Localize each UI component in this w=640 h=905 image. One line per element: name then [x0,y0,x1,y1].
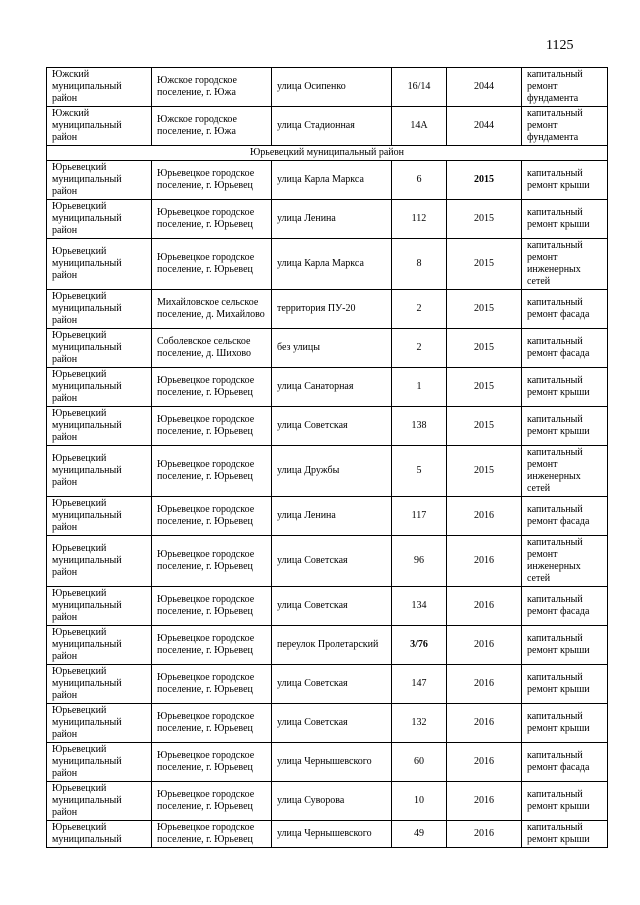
year-cell: 2015 [447,446,522,497]
house-number-cell: 134 [392,587,447,626]
year-cell: 2044 [447,107,522,146]
house-number-cell: 112 [392,200,447,239]
work-type-cell: капитальный ремонт крыши [522,821,608,848]
street-cell: улица Дружбы [272,446,392,497]
street-cell: улица Чернышевского [272,743,392,782]
house-number-cell: 117 [392,497,447,536]
work-type-cell: капитальный ремонт инженерных сетей [522,239,608,290]
street-cell: улица Суворова [272,782,392,821]
table-body [47,68,608,848]
settlement-cell: Южское городское поселение, г. Южа [152,68,272,107]
table-row [47,68,608,107]
district-cell: Юрьевецкий муниципальный район [47,665,152,704]
house-number-cell: 96 [392,536,447,587]
work-type-cell: капитальный ремонт крыши [522,161,608,200]
settlement-cell: Юрьевецкое городское поселение, г. Юрьевец [152,587,272,626]
table-row [47,239,608,290]
work-type-cell: капитальный ремонт фасада [522,743,608,782]
house-number-cell: 8 [392,239,447,290]
district-cell: Юрьевецкий муниципальный район [47,290,152,329]
work-type-cell: капитальный ремонт крыши [522,407,608,446]
settlement-cell: Юрьевецкое городское поселение, г. Юрьевец [152,743,272,782]
year-cell: 2015 [447,329,522,368]
street-cell: улица Советская [272,704,392,743]
house-number-cell: 16/14 [392,68,447,107]
settlement-cell: Юрьевецкое городское поселение, г. Юрьевец [152,536,272,587]
settlement-cell: Юрьевецкое городское поселение, г. Юрьевец [152,161,272,200]
district-cell: Юрьевецкий муниципальный район [47,626,152,665]
street-cell: улица Чернышевского [272,821,392,848]
district-cell: Юрьевецкий муниципальный район [47,200,152,239]
settlement-cell: Юрьевецкое городское поселение, г. Юрьевец [152,200,272,239]
house-number-cell: 138 [392,407,447,446]
table-row [47,200,608,239]
district-cell: Юрьевецкий муниципальный район [47,161,152,200]
year-cell: 2015 [447,368,522,407]
year-cell: 2016 [447,497,522,536]
settlement-cell: Южское городское поселение, г. Южа [152,107,272,146]
repair-schedule-table [46,67,608,848]
work-type-cell: капитальный ремонт крыши [522,626,608,665]
table-row [47,329,608,368]
settlement-cell: Соболевское сельское поселение, д. Шихово [152,329,272,368]
year-cell: 2015 [447,290,522,329]
page-number: 1125 [546,38,574,53]
house-number-cell: 60 [392,743,447,782]
district-cell: Южский муниципальный район [47,107,152,146]
district-cell: Юрьевецкий муниципальный район [47,407,152,446]
street-cell: улица Осипенко [272,68,392,107]
street-cell: без улицы [272,329,392,368]
table-row [47,368,608,407]
table-row [47,536,608,587]
year-cell: 2016 [447,587,522,626]
table-row [47,821,608,848]
street-cell: улица Советская [272,665,392,704]
table-row [47,290,608,329]
house-number-cell: 2 [392,290,447,329]
table-row [47,161,608,200]
street-cell: улица Ленина [272,200,392,239]
district-cell: Юрьевецкий муниципальный район [47,743,152,782]
year-cell: 2016 [447,821,522,848]
house-number-cell: 2 [392,329,447,368]
year-cell: 2015 [447,200,522,239]
year-cell: 2016 [447,665,522,704]
work-type-cell: капитальный ремонт инженерных сетей [522,446,608,497]
work-type-cell: капитальный ремонт фасада [522,587,608,626]
district-cell: Юрьевецкий муниципальный район [47,446,152,497]
table-row [47,626,608,665]
street-cell: улица Санаторная [272,368,392,407]
district-cell: Юрьевецкий муниципальный район [47,497,152,536]
street-cell: улица Стадионная [272,107,392,146]
street-cell: улица Карла Маркса [272,239,392,290]
work-type-cell: капитальный ремонт фасада [522,290,608,329]
house-number-cell: 6 [392,161,447,200]
year-cell: 2016 [447,743,522,782]
table-row [47,446,608,497]
work-type-cell: капитальный ремонт инженерных сетей [522,536,608,587]
settlement-cell: Юрьевецкое городское поселение, г. Юрьевец [152,626,272,665]
work-type-cell: капитальный ремонт фасада [522,329,608,368]
district-cell: Юрьевецкий муниципальный [47,821,152,848]
work-type-cell: капитальный ремонт крыши [522,200,608,239]
settlement-cell: Юрьевецкое городское поселение, г. Юрьевец [152,407,272,446]
work-type-cell: капитальный ремонт фасада [522,497,608,536]
district-cell: Юрьевецкий муниципальный район [47,368,152,407]
table-row [47,107,608,146]
work-type-cell: капитальный ремонт крыши [522,368,608,407]
section-title: Юрьевецкий муниципальный район [47,146,608,161]
table-row [47,743,608,782]
work-type-cell: капитальный ремонт крыши [522,704,608,743]
house-number-cell: 132 [392,704,447,743]
house-number-cell: 14А [392,107,447,146]
work-type-cell: капитальный ремонт крыши [522,665,608,704]
street-cell: улица Советская [272,536,392,587]
year-cell: 2044 [447,68,522,107]
house-number-cell: 147 [392,665,447,704]
year-cell: 2016 [447,704,522,743]
settlement-cell: Юрьевецкое городское поселение, г. Юрьевец [152,704,272,743]
house-number-cell: 3/76 [392,626,447,665]
work-type-cell: капитальный ремонт фундамента [522,107,608,146]
table-row [47,782,608,821]
street-cell: улица Советская [272,407,392,446]
year-cell: 2016 [447,536,522,587]
table-row [47,407,608,446]
section-header-row [47,146,608,161]
table-row [47,497,608,536]
district-cell: Юрьевецкий муниципальный район [47,329,152,368]
settlement-cell: Юрьевецкое городское поселение, г. Юрьевец [152,821,272,848]
district-cell: Южский муниципальный район [47,68,152,107]
year-cell: 2015 [447,239,522,290]
district-cell: Юрьевецкий муниципальный район [47,587,152,626]
street-cell: улица Карла Маркса [272,161,392,200]
year-cell: 2015 [447,407,522,446]
house-number-cell: 10 [392,782,447,821]
settlement-cell: Михайловское сельское поселение, д. Михайлово [152,290,272,329]
table-row [47,704,608,743]
table-row [47,665,608,704]
settlement-cell: Юрьевецкое городское поселение, г. Юрьевец [152,368,272,407]
settlement-cell: Юрьевецкое городское поселение, г. Юрьевец [152,665,272,704]
house-number-cell: 49 [392,821,447,848]
table-row [47,587,608,626]
district-cell: Юрьевецкий муниципальный район [47,239,152,290]
year-cell: 2016 [447,626,522,665]
house-number-cell: 5 [392,446,447,497]
district-cell: Юрьевецкий муниципальный район [47,536,152,587]
settlement-cell: Юрьевецкое городское поселение, г. Юрьевец [152,497,272,536]
work-type-cell: капитальный ремонт фундамента [522,68,608,107]
year-cell: 2015 [447,161,522,200]
house-number-cell: 1 [392,368,447,407]
street-cell: территория ПУ-20 [272,290,392,329]
street-cell: улица Ленина [272,497,392,536]
settlement-cell: Юрьевецкое городское поселение, г. Юрьевец [152,782,272,821]
district-cell: Юрьевецкий муниципальный район [47,782,152,821]
settlement-cell: Юрьевецкое городское поселение, г. Юрьевец [152,446,272,497]
year-cell: 2016 [447,782,522,821]
settlement-cell: Юрьевецкое городское поселение, г. Юрьевец [152,239,272,290]
street-cell: переулок Пролетарский [272,626,392,665]
work-type-cell: капитальный ремонт крыши [522,782,608,821]
district-cell: Юрьевецкий муниципальный район [47,704,152,743]
street-cell: улица Советская [272,587,392,626]
